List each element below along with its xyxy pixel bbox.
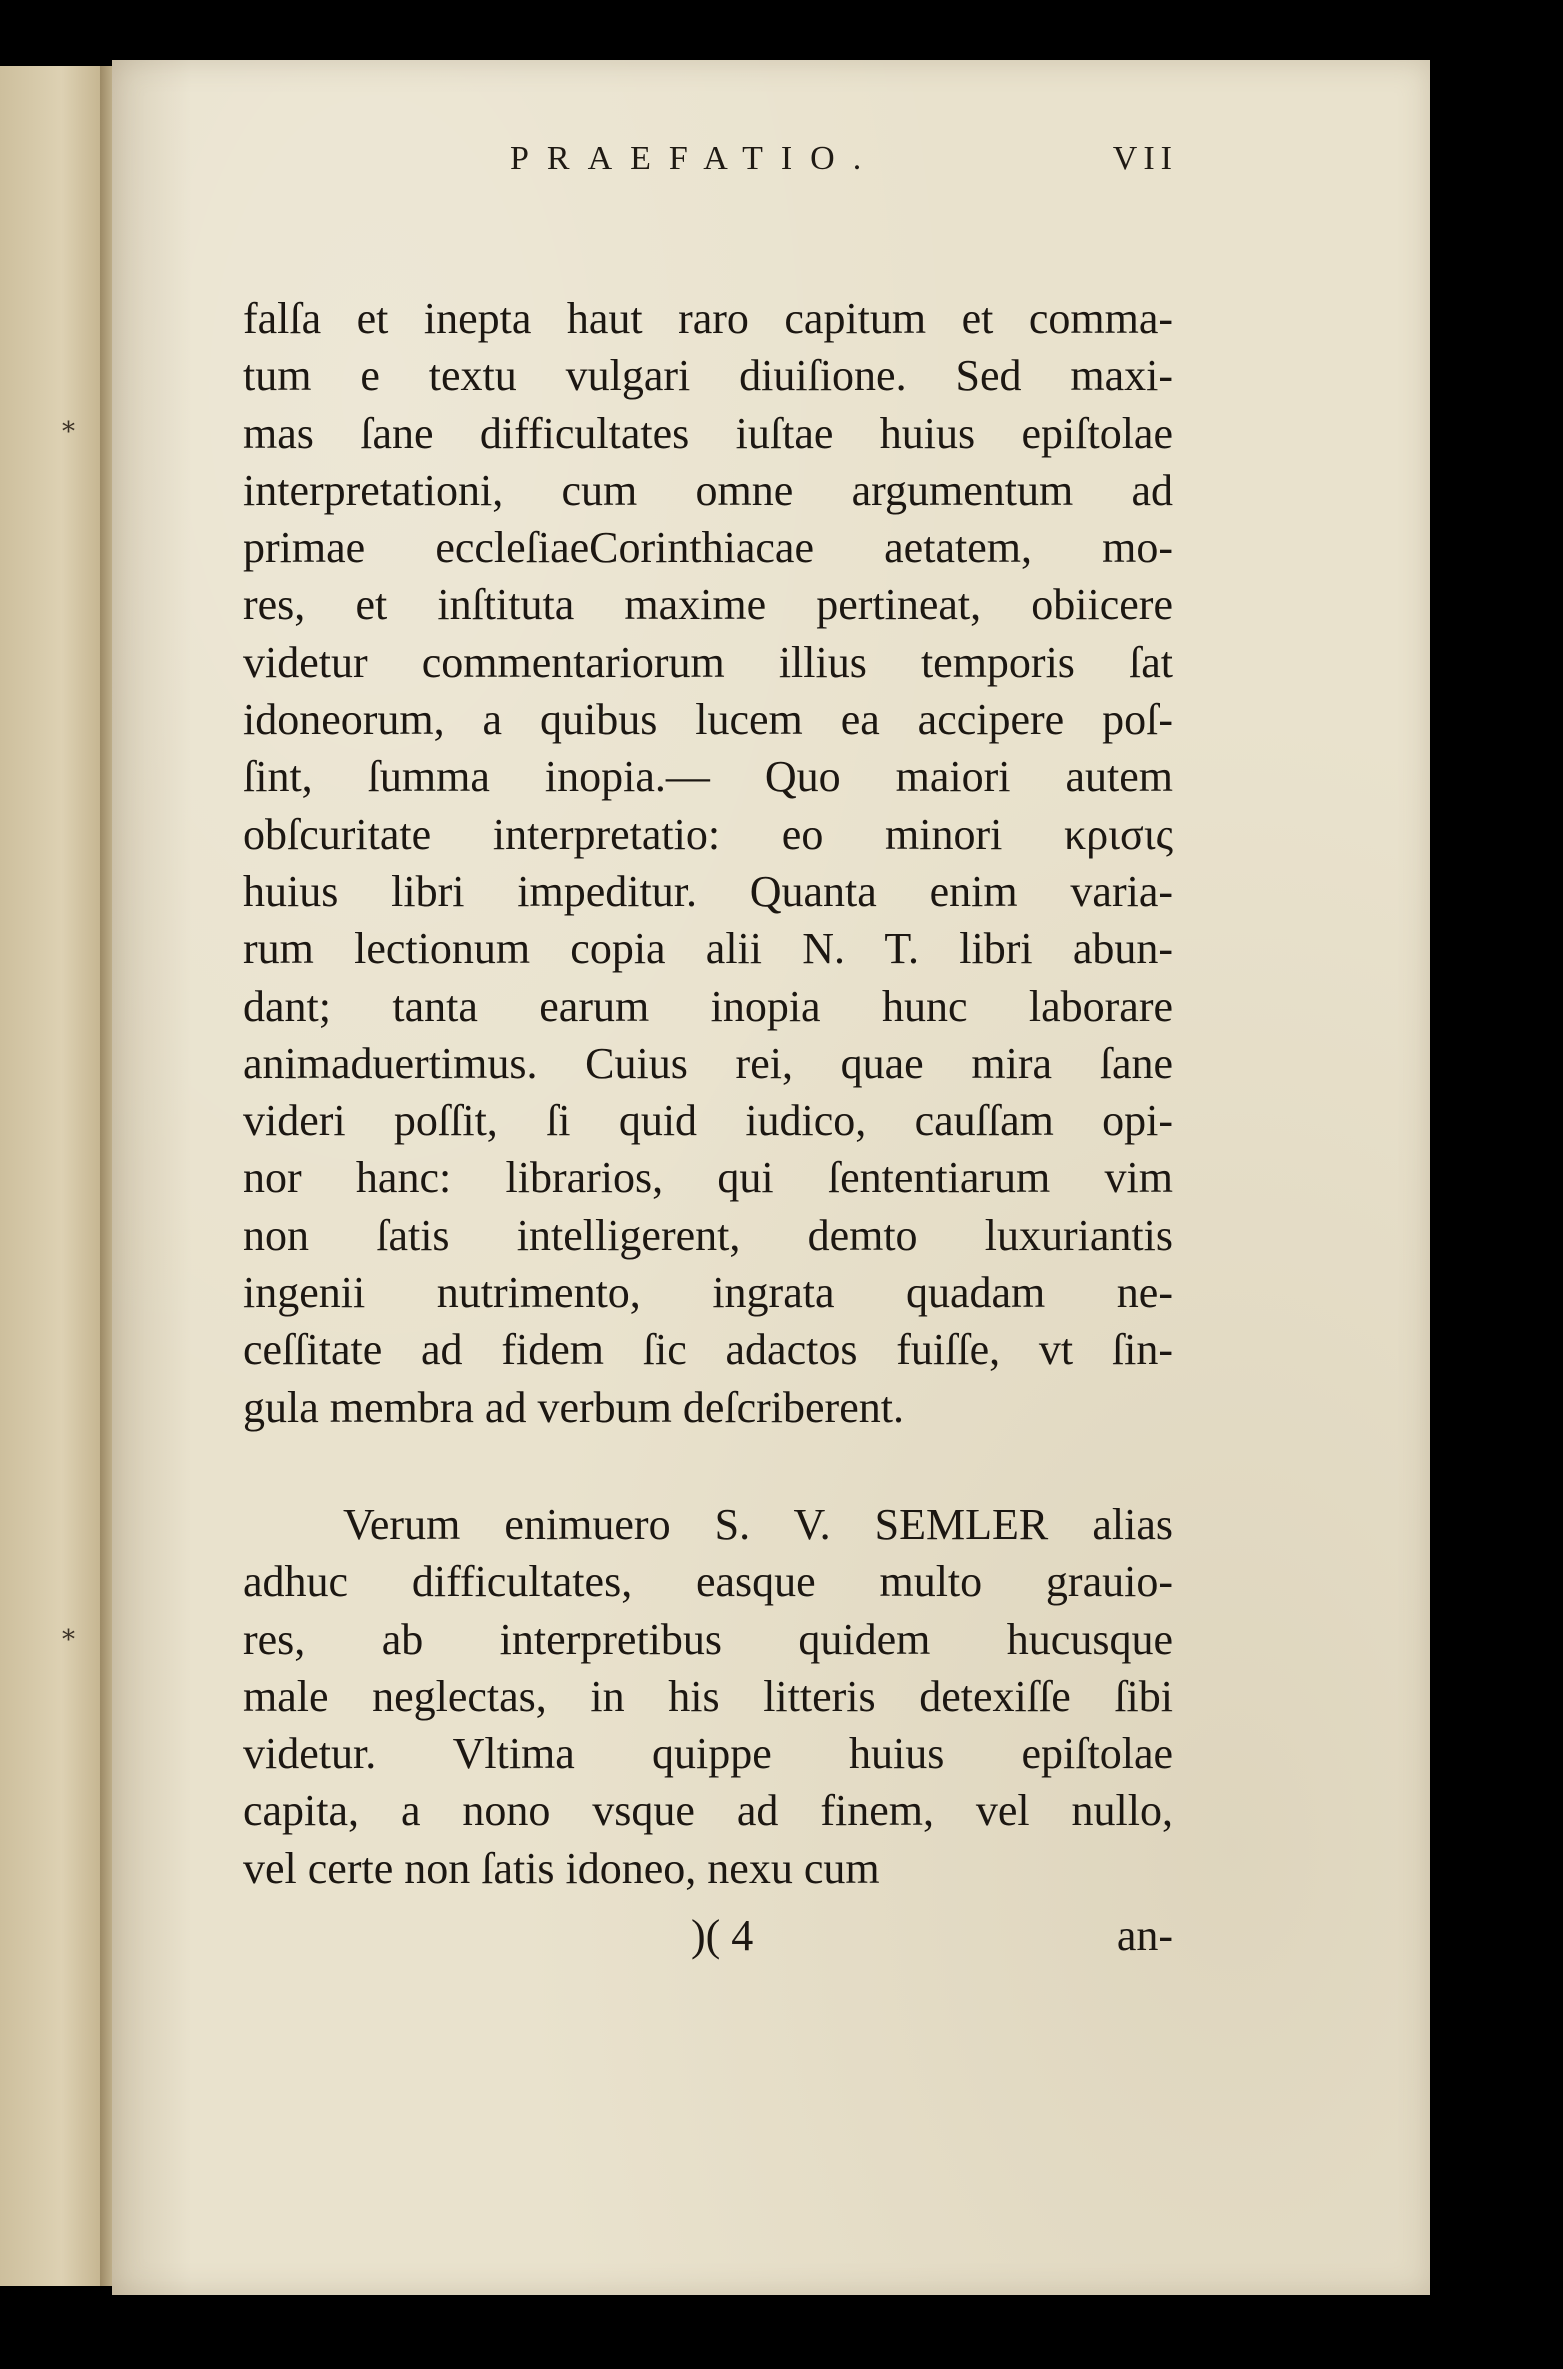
text-line: dant; tanta earum inopia hunc laborare [243,981,1173,1031]
text-line: primae eccleſiaeCorinthiacae aetatem, mo- [243,523,1173,573]
margin-mark: ⁎ [62,409,75,438]
page-header [402,140,1178,190]
catchword: an- [1116,1911,1173,1960]
text-line: male neglectas, in his litteris detexiſſe ſibi [243,1671,1173,1721]
text-line: huius libri impeditur. Quanta enim varia- [243,866,1173,916]
text-line: ſint, ſumma inopia.— Quo maiori autem [243,752,1173,802]
text-line: rum lectionum copia alii N. T. libri abun- [243,924,1173,974]
signature-mark: )( 4 [691,1911,754,1960]
text-line: animaduertimus. Cuius rei, quae mira ſane [243,1038,1173,1088]
text-line: falſa et inepta haut raro capitum et comma- [243,294,1173,343]
paragraph-2 [243,1496,1173,1897]
text-line: gula membra ad verbum deſcriberent. [243,1382,904,1432]
text-line: Verum enimuero S. V. SEMLER alias [343,1499,1173,1549]
text-line: res, et inſtituta maxime pertineat, obiicere [243,580,1173,630]
text-line: nor hanc: librarios, qui ſententiarum vim [243,1153,1173,1203]
text-line: videtur. Vltima quippe huius epiſtolae [243,1729,1173,1779]
page-number: VII [1112,140,1178,177]
previous-page-edge [0,66,112,2286]
text-line: idoneorum, a quibus lucem ea accipere poſ- [243,695,1173,745]
text-line: vel certe non ſatis idoneo, nexu cum [243,1843,880,1893]
text-line: adhuc difficultates, easque multo grauio- [243,1557,1173,1607]
paragraph-1 [243,290,1173,1436]
text-line: mas ſane difficultates iuſtae huius epiſtolae [243,408,1173,458]
running-head: PRAEFATIO. [510,140,880,177]
text-line: tum e textu vulgari diuiſione. Sed maxi- [243,351,1173,401]
text-line: videtur commentariorum illius temporis ſat [243,637,1173,687]
text-line: res, ab interpretibus quidem hucusque [243,1614,1173,1664]
text-line: ingenii nutrimento, ingrata quadam ne- [243,1268,1173,1318]
text-line: non ſatis intelligerent, demto luxuriantis [243,1210,1173,1260]
main-text [243,290,1173,1897]
margin-mark: ⁎ [62,1617,75,1646]
text-line: obſcuritate interpretatio: eo minori κρισις [243,809,1173,859]
text-line: interpretationi, cum omne argumentum ad [243,465,1173,515]
text-line: capita, a nono vsque ad finem, vel nullo, [243,1786,1173,1836]
text-line: videri poſſit, ſi quid iudico, cauſſam opi- [243,1096,1173,1146]
text-line: ceſſitate ad fidem ſic adactos fuiſſe, vt ſin- [243,1325,1173,1375]
page-footer [243,1910,1173,1970]
